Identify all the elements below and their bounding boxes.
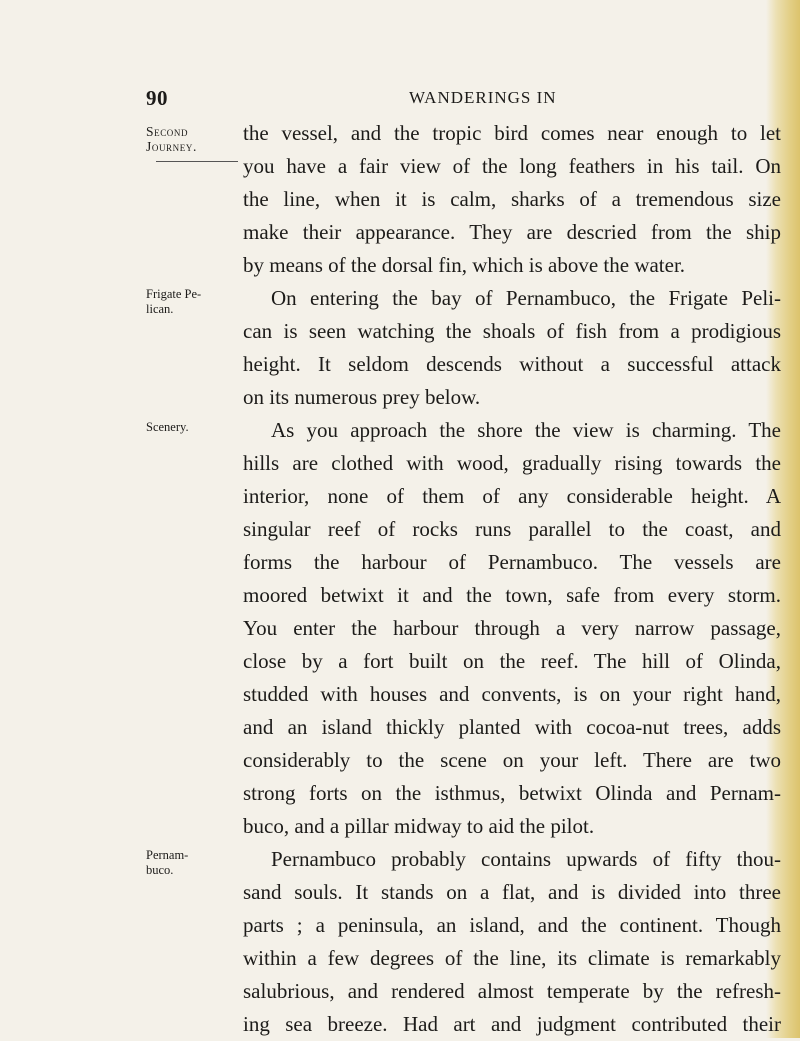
body-line: you have a fair view of the long feathers in his tail. On — [243, 154, 781, 178]
body-line: studded with houses and convents, is on your right hand, — [243, 682, 781, 706]
marginal-note-line: Pernam- — [146, 848, 189, 862]
body-line: ing sea breeze. Had art and judgment contributed their — [243, 1012, 781, 1036]
body-line: moored betwixt it and the town, safe from every storm. — [243, 583, 781, 607]
body-line: interior, none of them of any considerable height. A — [243, 484, 781, 508]
body-line: and an island thickly planted with cocoa-nut trees, adds — [243, 715, 781, 739]
marginal-note-line: lican. — [146, 302, 174, 316]
marginal-note-line: buco. — [146, 863, 174, 877]
marginal-note-pernambuco — [146, 848, 238, 878]
body-line: hills are clothed with wood, gradually rising towards the — [243, 451, 781, 475]
body-line: make their appearance. They are descried from the ship — [243, 220, 781, 244]
body-line: parts ; a peninsula, an island, and the continent. Though — [243, 913, 781, 937]
body-line: on its numerous prey below. — [243, 385, 481, 409]
running-head — [0, 86, 800, 116]
marginal-note-line: Frigate Pe- — [146, 287, 202, 301]
body-line: by means of the dorsal fin, which is above the water. — [243, 253, 686, 277]
body-line: the line, when it is calm, sharks of a tremendous size — [243, 187, 781, 211]
body-line: can is seen watching the shoals of fish from a prodigious — [243, 319, 781, 343]
body-line: buco, and a pillar midway to aid the pilot. — [243, 814, 595, 838]
body-line: singular reef of rocks runs parallel to the coast, and — [243, 517, 781, 541]
body-line: sand souls. It stands on a flat, and is divided into three — [243, 880, 781, 904]
marginal-note-line: Journey. — [146, 139, 197, 154]
marginal-note-second-journey — [146, 124, 238, 162]
body-line: considerably to the scene on your left. There are two — [243, 748, 781, 772]
body-line: salubrious, and rendered almost temperate by the refresh- — [243, 979, 781, 1003]
body-line: strong forts on the isthmus, betwixt Olinda and Pernam- — [243, 781, 781, 805]
marginal-rule — [156, 161, 238, 162]
body-line: the vessel, and the tropic bird comes near enough to let — [243, 121, 781, 145]
body-line: Pernambuco probably contains upwards of fifty thou- — [271, 847, 781, 871]
body-line: On entering the bay of Pernambuco, the Frigate Peli- — [271, 286, 781, 310]
body-line: close by a fort built on the reef. The hill of Olinda, — [243, 649, 781, 673]
marginal-note-line: Scenery. — [146, 420, 189, 434]
body-line: You enter the harbour through a very narrow passage, — [243, 616, 781, 640]
marginal-note-frigate-pelican — [146, 287, 238, 317]
body-line: As you approach the shore the view is charming. The — [271, 418, 781, 442]
marginal-note-scenery — [146, 420, 238, 435]
running-title: WANDERINGS IN — [409, 88, 557, 107]
body-text — [243, 117, 781, 1041]
body-line: height. It seldom descends without a successful attack — [243, 352, 781, 376]
page-number: 90 — [146, 86, 168, 110]
body-line: forms the harbour of Pernambuco. The vessels are — [243, 550, 781, 574]
body-line: within a few degrees of the line, its climate is remarkably — [243, 946, 781, 970]
marginal-note-line: Second — [146, 124, 189, 139]
